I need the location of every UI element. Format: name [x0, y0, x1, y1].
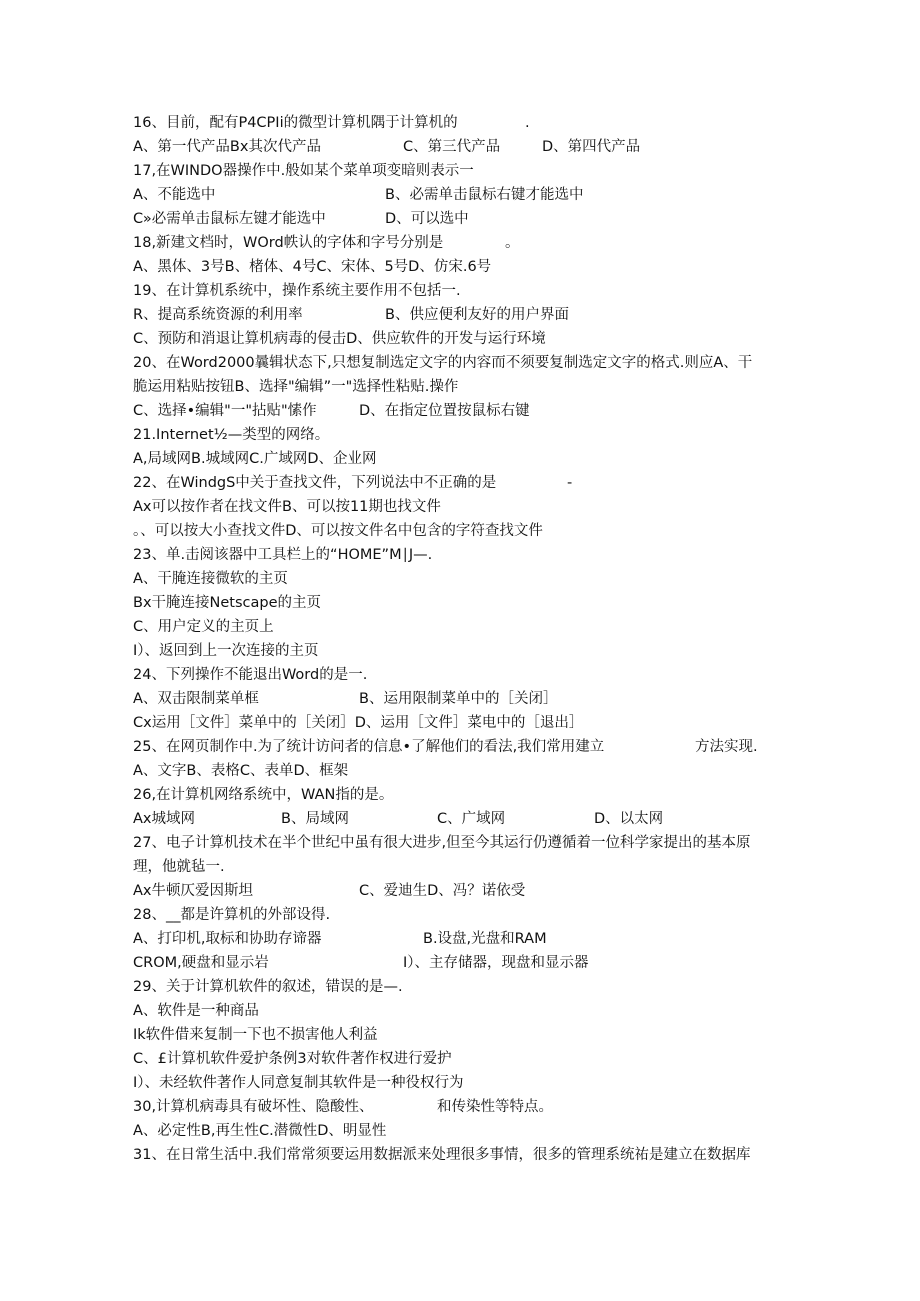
option-d: I）、返回到上一次连接的主页 — [133, 643, 319, 659]
question-20-text: 20、在Word2000曩辑状态下,只想复制选定文字的内容而不须要复制选定文字的格式.则应A、干 — [133, 355, 753, 371]
option-a: A、干腌连接微软的主页 — [133, 571, 288, 587]
options-a-b: Ax可以按作者在找文件B、可以按11期也找文件 — [133, 499, 441, 515]
option-c: C、选择•编辑"一"拈贴"愫作 — [133, 403, 317, 419]
question-30-text: 30,计算机病毒具有破坏性、隐酸性、 — [133, 1099, 374, 1115]
options-abcd: A、黑体、3号B、楮体、4号C、宋体、5号D、仿宋.6号 — [133, 259, 492, 275]
option-d: D、第四代产品 — [542, 139, 641, 155]
question-17-text: 17,在WINDO器操作中.般如某个菜单项变暗则表示一 — [133, 163, 474, 179]
options-c-d: C、预防和消退让算机病毒的侵击D、供应软件的开发与运行环境 — [133, 331, 546, 347]
option-c: CROM,硬盘和显示岩 — [133, 955, 269, 971]
options-abcd: A、文字B、表格C、表单D、框架 — [133, 763, 349, 779]
question-26-text: 26,在计算机网络系统中，WAN指的是。 — [133, 787, 394, 803]
option-c: C»必需单击鼠标左键才能选中 — [133, 211, 326, 227]
question-27-text: 27、电子计算机技术在半个世纪中虽有很大进步,但至今其运行仍遵循着一位科学家提出的基本原 — [133, 835, 751, 851]
question-31-text: 31、在日常生活中.我们常常须要运用数据派来处理很多事情，很多的管理系统祐是建立在数据库 — [133, 1147, 751, 1163]
question-16-end: . — [525, 115, 530, 131]
question-28-text: 28、__都是许算机的外部设得. — [133, 907, 331, 923]
option-b: B、局域网 — [281, 811, 349, 827]
option-a: A、打印机,取标和协助存谛器 — [133, 931, 322, 947]
option-d: I）、主存储器，现盘和显示器 — [403, 955, 589, 971]
option-d: D、在指定位置按鼠标右键 — [359, 403, 530, 419]
option-d: D、以太网 — [594, 811, 664, 827]
option-a: A、双击限制菜单框 — [133, 691, 259, 707]
option-a-b: A、第一代产品Bx其次代产品 — [133, 139, 321, 155]
question-19-text: 19、在计算机系统中，操作系统主要作用不包括一. — [133, 283, 461, 299]
option-c: C、广域网 — [437, 811, 506, 827]
option-b: B.设盘,光盘和RAM — [423, 931, 547, 947]
option-c: C、用户定义的主页上 — [133, 619, 274, 635]
option-b: B、运用限制菜单中的［关闭］ — [359, 691, 558, 707]
question-18-text: 18,新建文档时，WOrd帙认的字体和字号分别是 — [133, 235, 444, 251]
question-27-text-cont: 理，他就毡一. — [133, 859, 225, 875]
question-20-text-cont: 脆运用粘贴按钮B、选择"编辑”一"选择性粘贴.操作 — [133, 379, 459, 395]
option-b: B、必需单击鼠标右键才能选中 — [385, 187, 584, 203]
question-25-end: 方法实现. — [695, 739, 758, 755]
question-18-end: 。 — [505, 235, 520, 251]
option-a: R、提高系统资源的利用率 — [133, 307, 303, 323]
option-c: C、第三代产品 — [403, 139, 501, 155]
option-c: C、£计算机软件爱护条例3对软件著作权进行爱护 — [133, 1051, 452, 1067]
question-29-text: 29、关于计算机软件的叙述，错误的是—. — [133, 979, 403, 995]
option-b: Bx干腌连接Netscape的主页 — [133, 595, 322, 611]
options-a-b: Ax牛顿仄爱因斯坦 — [133, 883, 253, 899]
question-16-text: 16、目前，配有P4CPIi的微型计算机隅于计算机的 — [133, 115, 458, 131]
option-d: D、可以选中 — [385, 211, 469, 227]
option-a: Ax城域网 — [133, 811, 195, 827]
options-c-d: C、爱迪生D、冯？诺依受 — [359, 883, 526, 899]
option-b: Ik软件借来复制一下也不损害他人利益 — [133, 1027, 378, 1043]
question-21-text: 21.Internet½—类型的网络。 — [133, 427, 330, 443]
options-c-d: 。、可以按大小查找文件D、可以按文件名中包含的字符查找文件 — [133, 523, 543, 539]
question-23-text: 23、单.击阅该器中工具栏上的“HOME”M∣J—. — [133, 547, 433, 563]
option-a: A、软件是一种商品 — [133, 1003, 259, 1019]
options-abcd: A、必定性B,再生性C.潜微性D、明显性 — [133, 1123, 387, 1139]
option-d: I）、未经软件著作人同意复制其软件是一种役权行为 — [133, 1075, 464, 1091]
question-30-end: 和传染性等特点。 — [437, 1099, 553, 1115]
options-abcd: A,局域网B.城域网C.广域网D、企业网 — [133, 451, 377, 467]
question-25-text: 25、在网页制作中.为了统计访问者的信息•了解他们的看法,我们常用建立 — [133, 739, 605, 755]
options-c-d: Cx运用［文件］菜单中的［关闭］D、运用［文件］菜电中的［退出］ — [133, 715, 584, 731]
option-a: A、不能选中 — [133, 187, 216, 203]
question-22-text: 22、在WindgS中关于查找文件，下列说法中不正确的是 — [133, 475, 497, 491]
question-22-end: - — [567, 475, 573, 491]
option-b: B、供应便利友好的用户界面 — [385, 307, 569, 323]
question-24-text: 24、下列操作不能退出Word的是一. — [133, 667, 368, 683]
